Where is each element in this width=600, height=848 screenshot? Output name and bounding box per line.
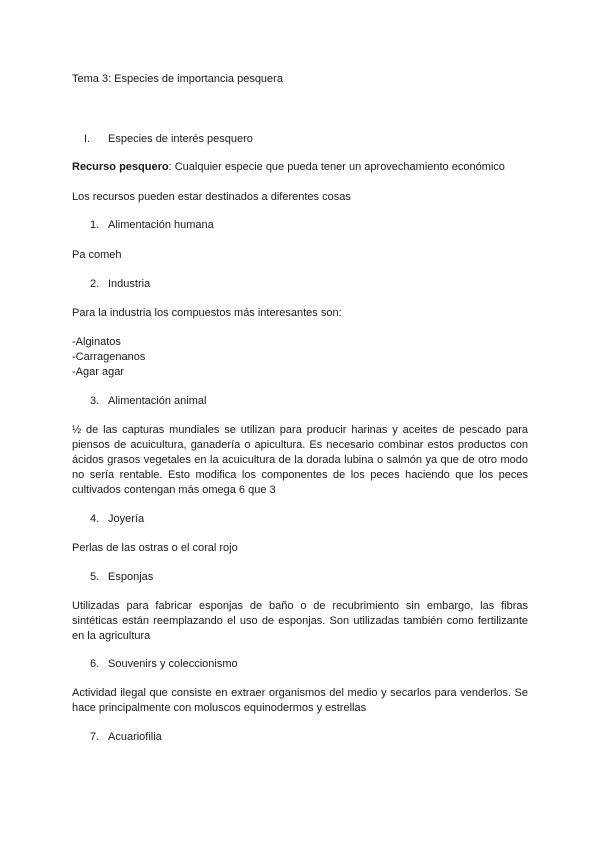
section-numeral: I. [84,133,91,145]
section-heading: Especies de interés pesquero [108,133,253,145]
list-item-label: Acuariofilia [108,731,162,743]
list-item-number: 5. [90,571,100,583]
list-item-label: Joyería [108,513,145,525]
list-item-number: 6. [90,658,100,670]
souvenirs-paragraph: Actividad ilegal que consiste en extraer organismos del medio y secarlos para venderlos. Se hace principalmente con moluscos equinodermos y estrellas [72,687,528,714]
definition-text: : Cualquier especie que pueda tener un aprovechamiento económico [168,161,505,173]
list-item-label: Alimentación animal [108,395,207,407]
industry-list-item: -Alginatos [72,336,121,348]
jewelry-paragraph: Perlas de las ostras o el coral rojo [72,542,238,554]
list-item-label: Industria [108,278,151,290]
list-item-number: 3. [90,395,100,407]
list-item-label: Esponjas [108,571,154,583]
industry-intro: Para la industria los compuestos más interesantes son: [72,307,342,319]
food-paragraph: Pa comeh [72,249,122,261]
list-item-number: 7. [90,731,100,743]
sponges-paragraph: Utilizadas para fabricar esponjas de baño o de recubrimiento sin embargo, las fibras sintéticas están reemplazando el uso de esponjas. Son utilizadas también como fertilizante en la agricultura [72,600,528,642]
list-item-label: Alimentación humana [108,219,214,231]
list-item-label: Souvenirs y coleccionismo [108,658,238,670]
industry-list-item: -Carragenanos [72,351,146,363]
definition-term: Recurso pesquero [72,161,169,173]
industry-list-item: -Agar agar [72,366,124,378]
list-item-number: 2. [90,278,100,290]
list-item-number: 4. [90,513,100,525]
definition-paragraph [72,160,505,175]
list-item-number: 1. [90,219,100,231]
animal-paragraph: ½ de las capturas mundiales se utilizan para producir harinas y aceites de pescado para piensos de acuicultura, ganadería o apicultura. Es necesario combinar estos productos con ácidos grasos vegetales en la acuicultura de la dorada lubina o salmón ya que de otro modo no sería rentable. Esto modifica los componentes de los peces haciendo que los peces cultivados contengan más omega 6 que 3 [72,424,528,496]
document-title: Tema 3: Especies de importancia pesquera [72,73,283,85]
intro-paragraph: Los recursos pueden estar destinados a diferentes cosas [72,191,351,203]
